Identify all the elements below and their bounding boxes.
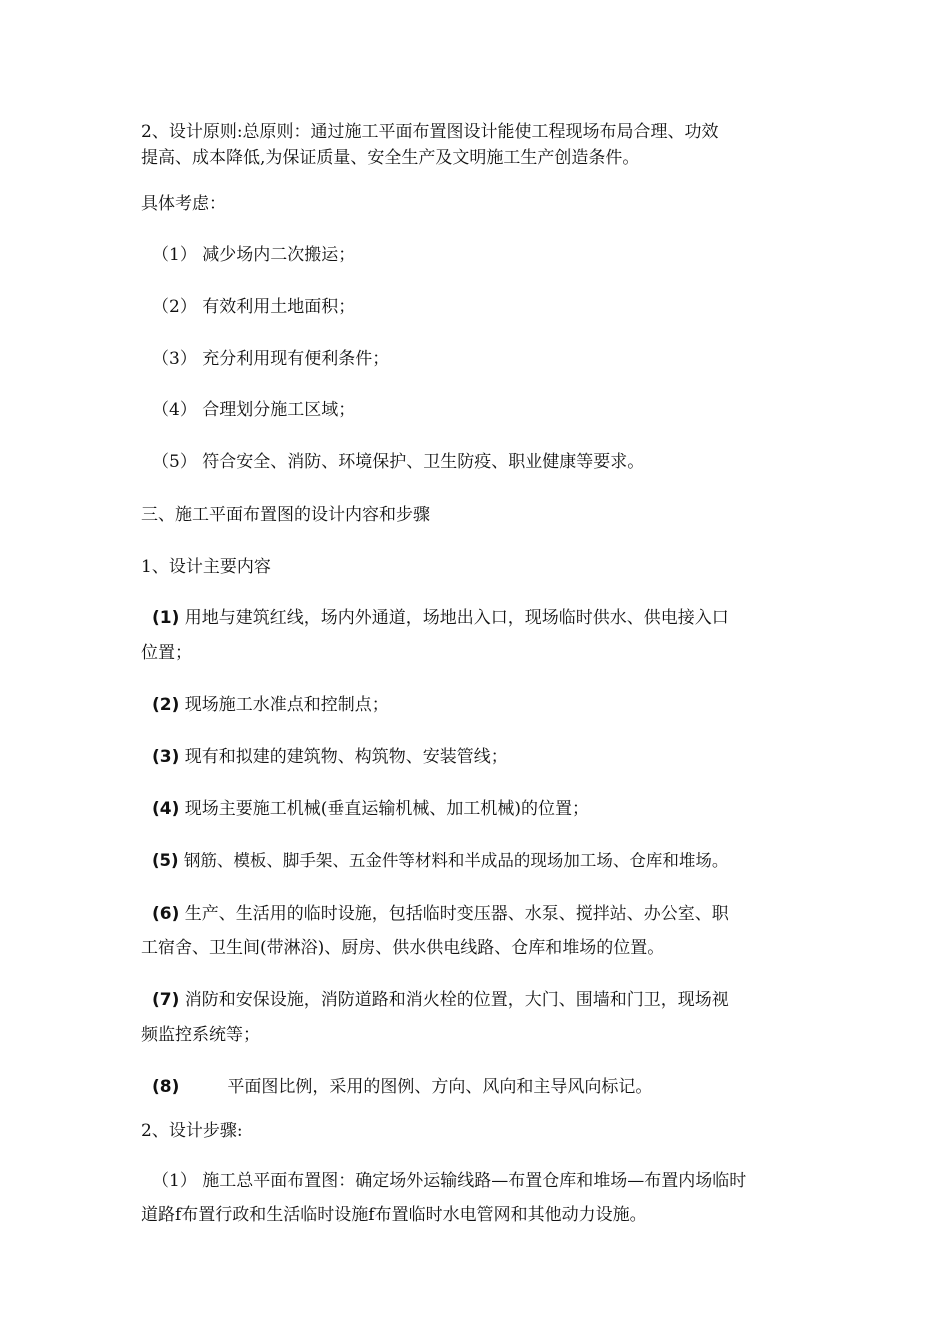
item-text: 平面图比例，采用的图例、方向、风向和主导风向标记。 — [227, 1077, 653, 1097]
principle-line-2: 提高、成本降低,为保证质量、安全生产及文明施工生产创造条件。 — [141, 148, 640, 168]
content-item-6-cont: 工宿舍、卫生间(带淋浴)、厨房、供水供电线路、仓库和堆场的位置。 — [141, 938, 665, 958]
step-item-1-cont: 道路f布置行政和生活临时设施f布置临时水电管网和其他动力设施。 — [141, 1205, 647, 1225]
content-item-8 — [152, 1076, 652, 1098]
subsection-1-title: 1、设计主要内容 — [141, 557, 271, 577]
content-item-6 — [152, 903, 729, 925]
consideration-item-5: （5） 符合安全、消防、环境保护、卫生防疫、职业健康等要求。 — [152, 452, 645, 472]
item-text: 钢筋、模板、脚手架、五金件等材料和半成品的现场加工场、仓库和堆场。 — [183, 851, 729, 870]
item-text: 现有和拟建的建筑物、构筑物、安装管线； — [184, 747, 508, 767]
item-number: (3) — [152, 747, 180, 767]
consideration-item-1: （1） 减少场内二次搬运； — [152, 245, 356, 265]
item-text: 现场主要施工机械(垂直运输机械、加工机械)的位置； — [184, 799, 590, 819]
item-number: (5) — [152, 851, 179, 870]
item-text: 消防和安保设施，消防道路和消火栓的位置，大门、围墙和门卫，现场视 — [184, 990, 729, 1010]
item-number: (6) — [152, 904, 180, 924]
consideration-item-4: （4） 合理划分施工区域； — [152, 400, 356, 420]
considerations-title: 具体考虑： — [141, 194, 226, 214]
content-item-7 — [152, 989, 729, 1011]
content-item-7-cont: 频监控系统等； — [141, 1025, 260, 1045]
section-3-title: 三、施工平面布置图的设计内容和步骤 — [141, 505, 430, 525]
item-number: (4) — [152, 799, 180, 819]
content-item-1 — [152, 607, 729, 629]
content-item-1-cont: 位置； — [141, 643, 192, 663]
consideration-item-2: （2） 有效利用土地面积； — [152, 297, 356, 317]
item-number: (1) — [152, 608, 180, 628]
principle-line-1: 2、设计原则:总原则：通过施工平面布置图设计能使工程现场布局合理、功效 — [141, 122, 719, 142]
item-text: 现场施工水准点和控制点； — [184, 695, 389, 715]
item-number: (8) — [152, 1077, 180, 1097]
content-item-3 — [152, 746, 508, 768]
step-item-1: （1） 施工总平面布置图：确定场外运输线路—布置仓库和堆场—布置内场临时 — [152, 1171, 747, 1191]
item-number: (2) — [152, 695, 180, 715]
subsection-2-title: 2、设计步骤: — [141, 1121, 243, 1141]
consideration-item-3: （3） 充分利用现有便利条件； — [152, 349, 390, 369]
content-item-2 — [152, 694, 389, 716]
item-number: (7) — [152, 990, 180, 1010]
item-text: 生产、生活用的临时设施，包括临时变压器、水泵、搅拌站、办公室、职 — [184, 904, 729, 924]
content-item-4 — [152, 798, 589, 820]
item-text: 用地与建筑红线，场内外通道，场地出入口，现场临时供水、供电接入口 — [184, 608, 729, 628]
content-item-5 — [152, 850, 728, 872]
